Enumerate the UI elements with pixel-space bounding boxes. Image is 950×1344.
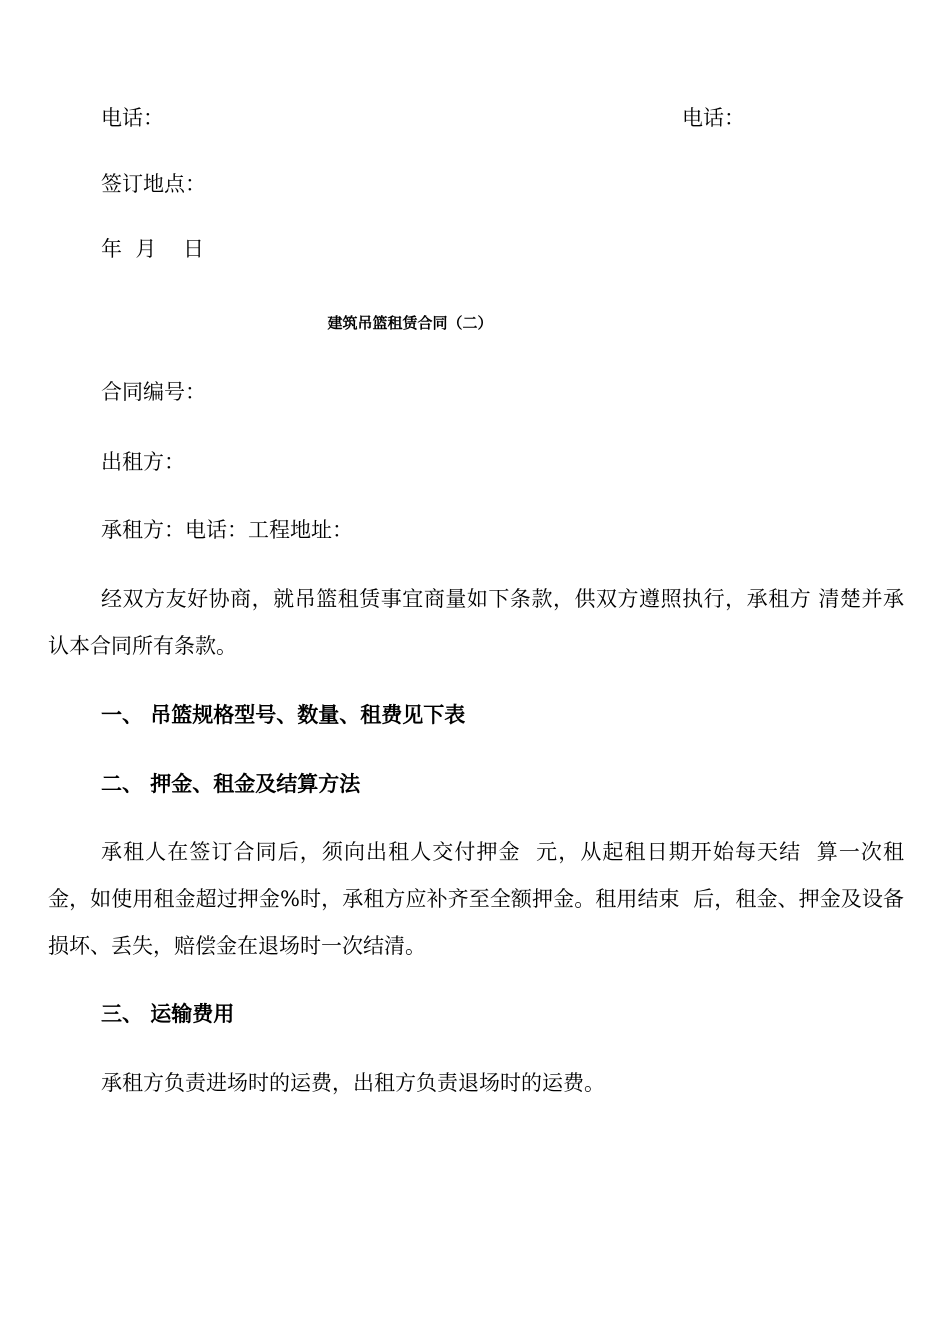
section-1-heading: 一、 吊篮规格型号、数量、租费见下表 (101, 702, 466, 727)
lessee-label: 承租方：电话：工程地址： (101, 518, 353, 542)
contract-title: 建筑吊篮租赁合同（二） (327, 314, 493, 332)
section-2-heading: 二、 押金、租金及结算方法 (101, 771, 361, 796)
section-2-body: 承租人在签订合同后，须向出租人交付押金 元，从起租日期开始每天结 算一次租金，如使用租金超过押金%时，承租方应补齐至全额押金。租用结束 后，租金、押金及设备损坏、丢失，赔偿金在退场时一次结清。 (48, 840, 904, 958)
phone-right-label: 电话： (682, 106, 745, 130)
phone-left-label: 电话： (101, 106, 164, 130)
lessor-label: 出租方： (101, 450, 185, 474)
section-3-heading: 三、 运输费用 (101, 1001, 235, 1026)
contract-number-label: 合同编号： (101, 380, 206, 404)
sign-place-label: 签订地点： (101, 172, 206, 196)
section-3-body: 承租方负责进场时的运费，出租方负责退场时的运费。 (101, 1071, 605, 1095)
intro-paragraph: 经双方友好协商，就吊篮租赁事宜商量如下条款，供双方遵照执行，承租方 清楚并承认本合同所有条款。 (48, 587, 905, 658)
date-label: 年 月 日 (101, 237, 205, 261)
